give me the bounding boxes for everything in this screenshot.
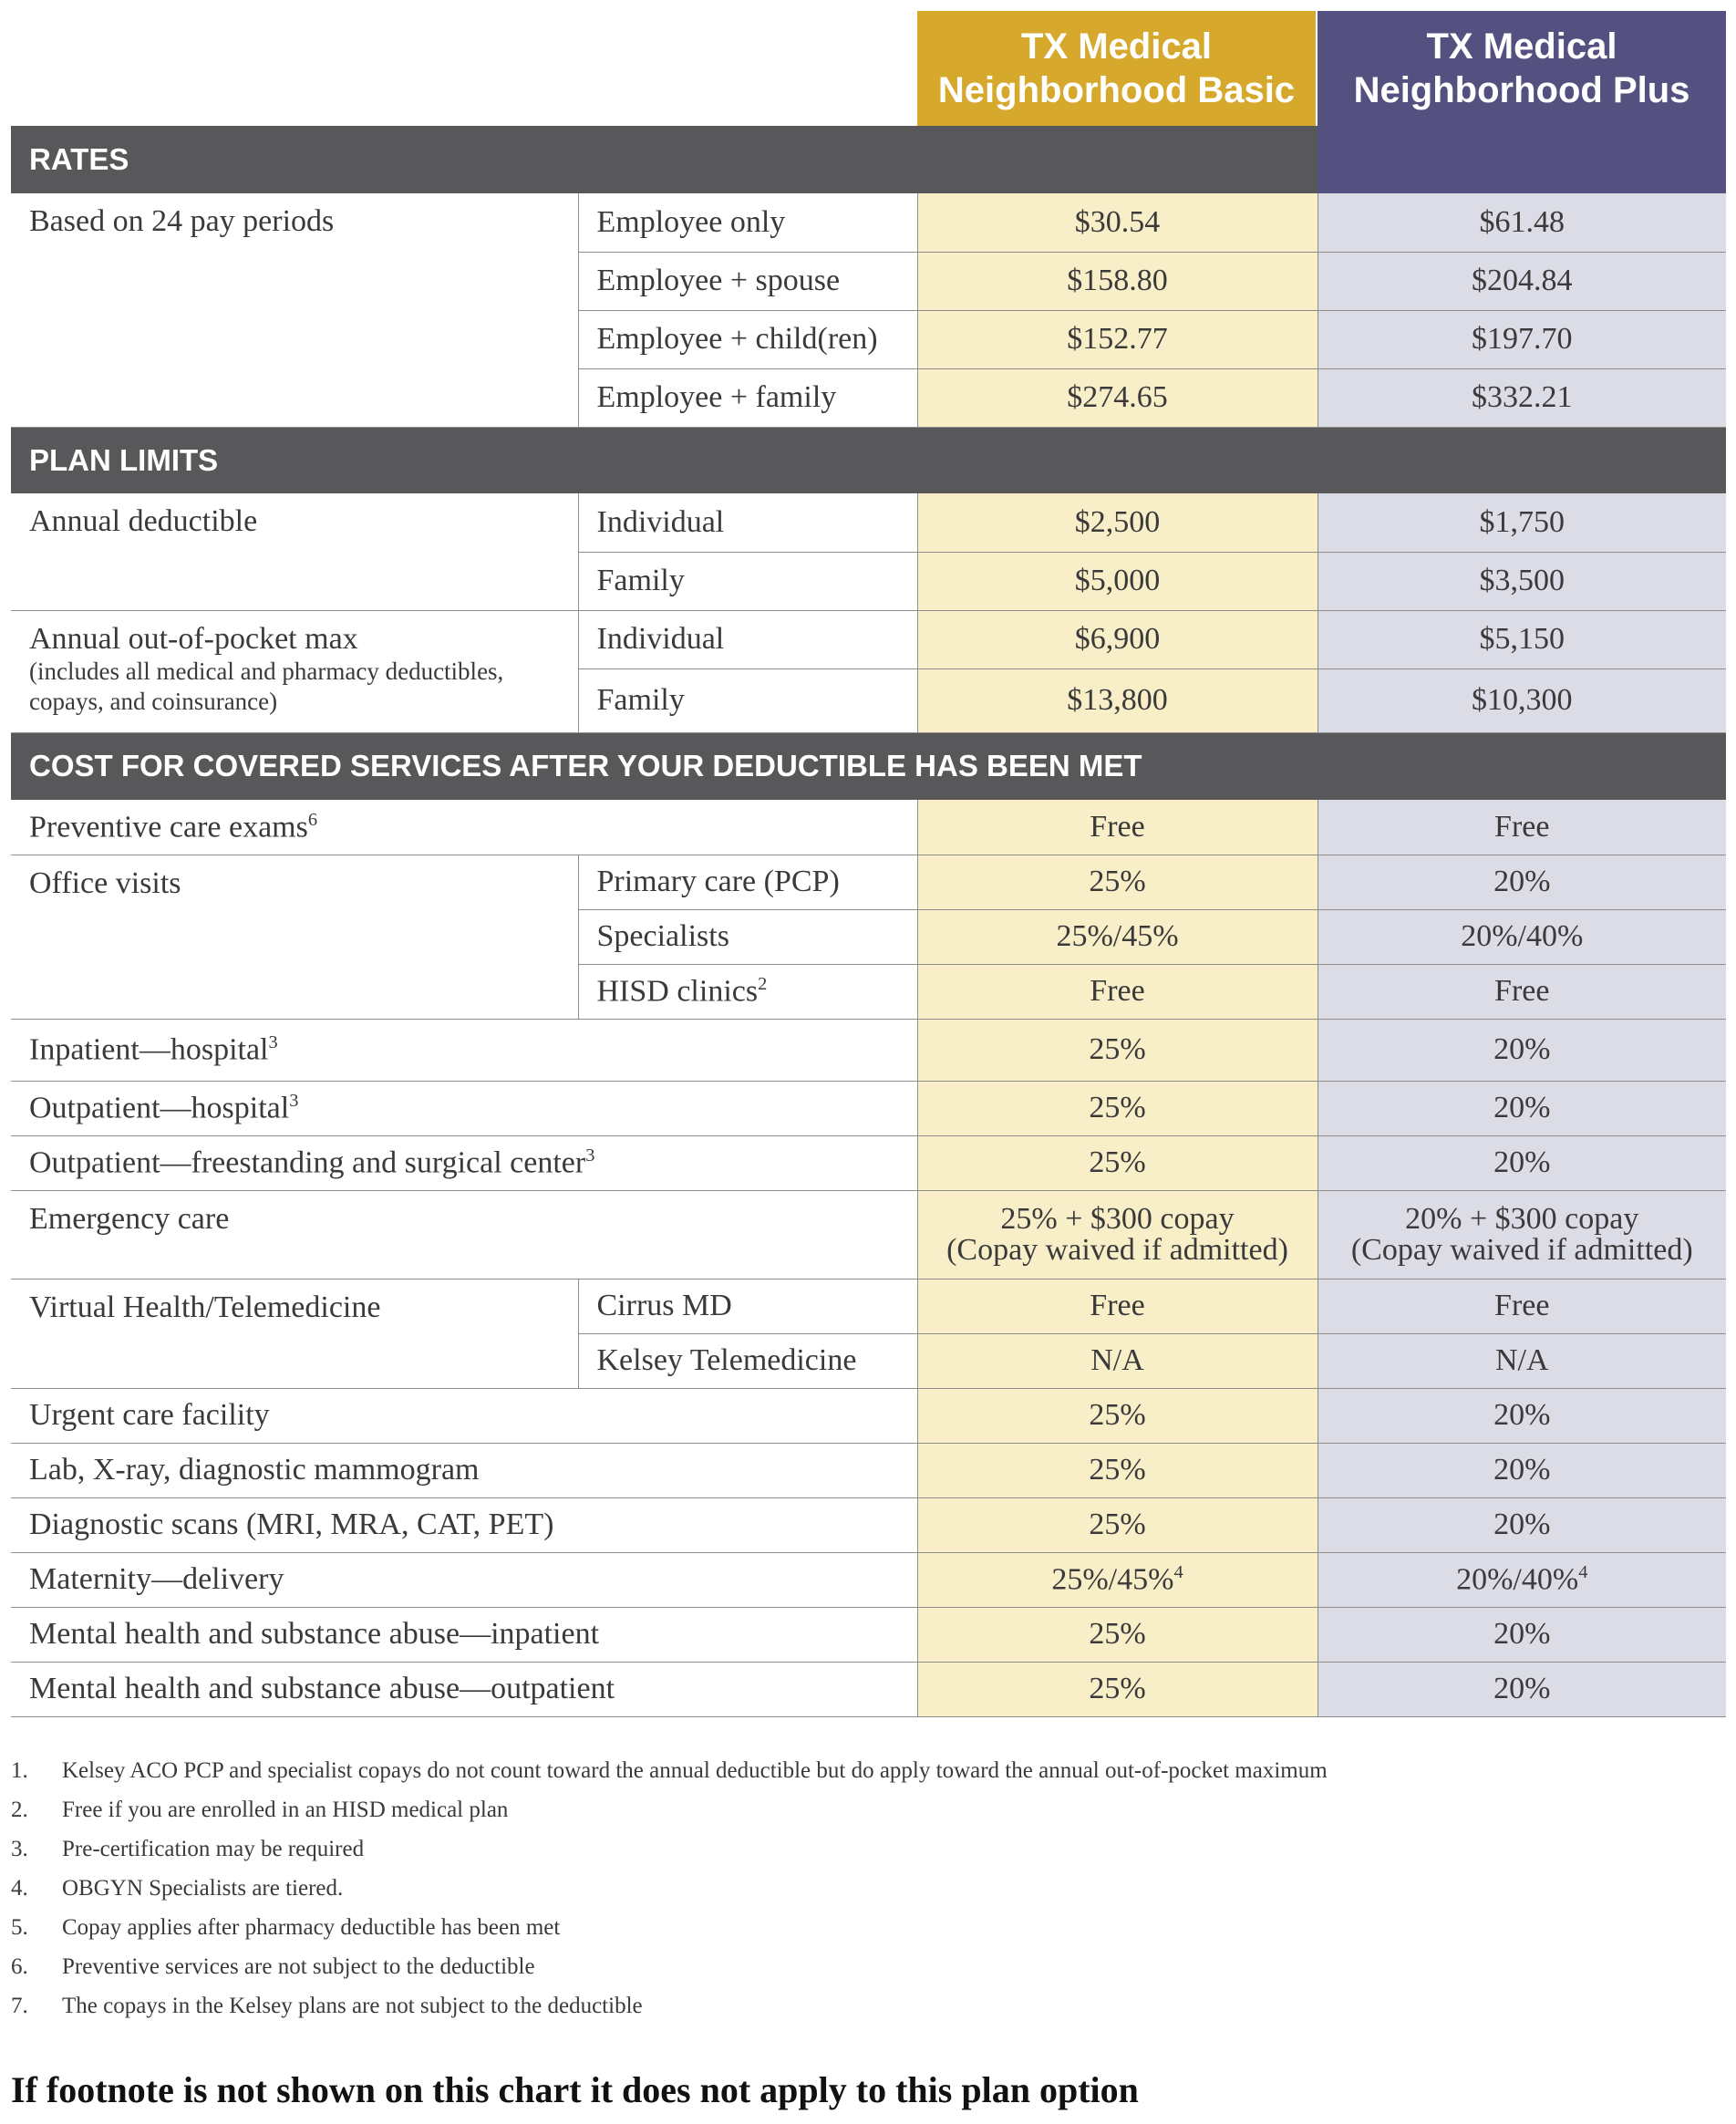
maternity-basic: 25%/45% (1051, 1562, 1174, 1597)
plus-value: $332.21 (1318, 368, 1726, 427)
row-label: Virtual Health/Telemedicine (11, 1279, 578, 1388)
basic-value: N/A (917, 1333, 1318, 1388)
footnote-ref: 3 (585, 1145, 595, 1166)
oop-label-cell (11, 610, 578, 732)
table-row (11, 800, 1726, 855)
table-row (11, 1497, 1726, 1552)
tier-label: Employee only (578, 193, 917, 252)
row-label: Maternity—delivery (11, 1552, 917, 1607)
maternity-plus: 20%/40% (1456, 1562, 1579, 1597)
emergency-basic-line1: 25% + $300 copay (1000, 1201, 1235, 1236)
basic-value: $152.77 (917, 310, 1318, 368)
row-label: Mental health and substance abuse—inpatient (11, 1607, 917, 1662)
footnote-ref: 4 (1173, 1561, 1183, 1582)
tier-label: Individual (578, 610, 917, 668)
plus-value: 20%/40% (1318, 909, 1726, 964)
tier-label: Cirrus MD (578, 1279, 917, 1333)
row-label: Diagnostic scans (MRI, MRA, CAT, PET) (11, 1497, 917, 1552)
plus-value: 20% (1318, 1607, 1726, 1662)
footnote-item: 5. Copay applies after pharmacy deductible has been met (11, 1915, 561, 1940)
tier-label: Specialists (578, 909, 917, 964)
table-row (11, 493, 1726, 552)
plus-value: 20% (1318, 1443, 1726, 1497)
footnote-ref: 3 (289, 1090, 299, 1111)
basic-value: $13,800 (917, 668, 1318, 732)
basic-value: 25% (917, 1662, 1318, 1716)
table-row (11, 1019, 1726, 1081)
emergency-plus-line2: (Copay waived if admitted) (1350, 1232, 1693, 1267)
footnotes (11, 1751, 1328, 2026)
plan-basic-line2: Neighborhood Basic (937, 70, 1296, 110)
plus-value: 20% (1318, 1388, 1726, 1443)
row-label: Outpatient—hospital (29, 1091, 290, 1125)
basic-value: $274.65 (917, 368, 1318, 427)
plus-value: $10,300 (1318, 668, 1726, 732)
section-title: PLAN LIMITS (11, 427, 1726, 493)
basic-value: $158.80 (917, 252, 1318, 310)
table-row (11, 1552, 1726, 1607)
plan-plus-line2: Neighborhood Plus (1353, 70, 1690, 110)
plus-value: 20% (1318, 1135, 1726, 1190)
row-label: Urgent care facility (11, 1388, 917, 1443)
tier-label: Family (578, 552, 917, 610)
section-header-rates (11, 126, 1726, 193)
table-row (11, 1081, 1726, 1135)
table-row (11, 855, 1726, 909)
plus-value: $3,500 (1318, 552, 1726, 610)
plan-plus-line1: TX Medical (1426, 26, 1617, 67)
basic-value: Free (917, 1279, 1318, 1333)
row-label: Lab, X-ray, diagnostic mammogram (11, 1443, 917, 1497)
row-label: Annual deductible (11, 493, 578, 610)
basic-value: Free (917, 964, 1318, 1019)
footnote-item: 6. Preventive services are not subject to the deductible (11, 1954, 535, 1979)
basic-value: $5,000 (917, 552, 1318, 610)
table-row (11, 1662, 1726, 1716)
plus-value: 20% (1318, 1081, 1726, 1135)
section-header-limits (11, 427, 1726, 493)
row-label: Preventive care exams (29, 809, 308, 844)
row-label: Emergency care (11, 1190, 917, 1279)
plus-value: $197.70 (1318, 310, 1726, 368)
basic-value: 25% (917, 1443, 1318, 1497)
plus-value: 20% (1318, 1662, 1726, 1716)
tier-label: Employee + child(ren) (578, 310, 917, 368)
tier-label: HISD clinics (596, 974, 759, 1009)
oop-note: (includes all medical and pharmacy deductibles, copays, and coinsurance) (29, 657, 504, 715)
row-label: Annual out-of-pocket max (29, 621, 358, 656)
plus-value: 20% (1318, 855, 1726, 909)
plus-value: $5,150 (1318, 610, 1726, 668)
tier-label: Individual (578, 493, 917, 552)
basic-value (917, 1552, 1318, 1607)
footnote-item: 2. Free if you are enrolled in an HISD medical plan (11, 1798, 509, 1822)
plan-header-plus (1318, 11, 1726, 126)
basic-value: 25% (917, 1135, 1318, 1190)
footnote-ref: 6 (307, 809, 318, 830)
plus-value: Free (1318, 1279, 1726, 1333)
plus-value: $61.48 (1318, 193, 1726, 252)
row-label: Outpatient—freestanding and surgical center (29, 1145, 586, 1180)
basic-value: $6,900 (917, 610, 1318, 668)
footnote-item: 3. Pre-certification may be required (11, 1837, 365, 1861)
table-row (11, 1607, 1726, 1662)
emergency-plus-line1: 20% + $300 copay (1405, 1201, 1639, 1236)
basic-value: $30.54 (917, 193, 1318, 252)
tier-label: Family (578, 668, 917, 732)
plus-value: Free (1318, 964, 1726, 1019)
footnote-item: 1. Kelsey ACO PCP and specialist copays do not count toward the annual deductible but do apply toward the annual out-of-pocket maximum (11, 1758, 1328, 1783)
basic-value: 25% (917, 1497, 1318, 1552)
plus-value (1318, 1552, 1726, 1607)
section-header-services (11, 732, 1726, 800)
table-row (11, 1190, 1726, 1279)
row-label: Inpatient—hospital (29, 1032, 269, 1067)
row-label: Based on 24 pay periods (11, 193, 578, 427)
tier-label: Primary care (PCP) (578, 855, 917, 909)
plus-value: $1,750 (1318, 493, 1726, 552)
table-row (11, 1135, 1726, 1190)
tier-label: Kelsey Telemedicine (578, 1333, 917, 1388)
plus-value: $204.84 (1318, 252, 1726, 310)
basic-value: 25% (917, 1388, 1318, 1443)
tier-label: Employee + family (578, 368, 917, 427)
footnote-item: 4. OBGYN Specialists are tiered. (11, 1876, 344, 1901)
plus-value: 20% (1318, 1497, 1726, 1552)
row-label: Office visits (11, 855, 578, 1019)
plus-value: 20% (1318, 1019, 1726, 1081)
plan-header-basic (917, 11, 1316, 126)
footnote-ref: 4 (1578, 1561, 1588, 1582)
plus-value: Free (1318, 800, 1726, 855)
section-title: RATES (11, 126, 1318, 193)
benefits-table (11, 126, 1726, 1717)
footnote-ref: 3 (268, 1031, 278, 1052)
basic-value: 25% (917, 1081, 1318, 1135)
footnote-item: 7. The copays in the Kelsey plans are not subject to the deductible (11, 1994, 643, 2018)
section-header-plus-cell (1318, 126, 1726, 193)
table-row (11, 1279, 1726, 1333)
basic-value (917, 1190, 1318, 1279)
basic-value: 25%/45% (917, 909, 1318, 964)
footnote-ref: 2 (758, 973, 768, 994)
plus-value: N/A (1318, 1333, 1726, 1388)
basic-value: $2,500 (917, 493, 1318, 552)
row-label: Mental health and substance abuse—outpatient (11, 1662, 917, 1716)
section-title: COST FOR COVERED SERVICES AFTER YOUR DEDUCTIBLE HAS BEEN MET (11, 732, 1726, 800)
basic-value: 25% (917, 855, 1318, 909)
basic-value: 25% (917, 1607, 1318, 1662)
table-row (11, 193, 1726, 252)
table-row (11, 1388, 1726, 1443)
basic-value: 25% (917, 1019, 1318, 1081)
tier-label: Employee + spouse (578, 252, 917, 310)
table-row (11, 610, 1726, 668)
basic-value: Free (917, 800, 1318, 855)
disclaimer-text: If footnote is not shown on this chart it does not apply to this plan option (11, 2069, 1139, 2110)
plus-value (1318, 1190, 1726, 1279)
table-row (11, 1443, 1726, 1497)
plan-basic-line1: TX Medical (1021, 26, 1212, 67)
emergency-basic-line2: (Copay waived if admitted) (946, 1232, 1288, 1267)
